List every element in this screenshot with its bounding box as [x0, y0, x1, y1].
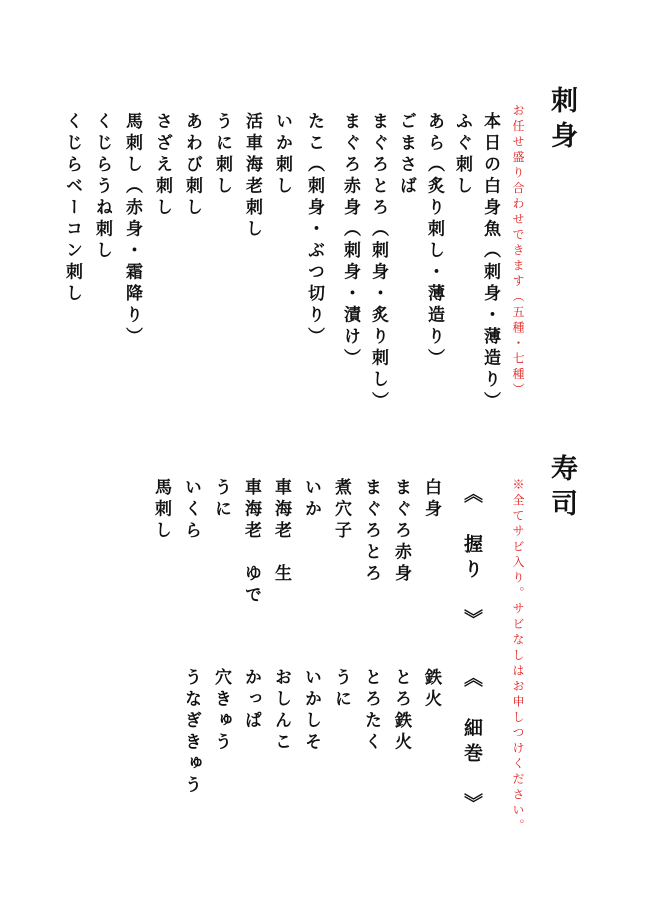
- menu-item: まぐろとろ（刺身・炙り刺し）: [368, 112, 388, 413]
- menu-item: いか: [301, 478, 321, 521]
- nigiri-heading: 《 握り 》: [461, 484, 483, 634]
- menu-item: 煮穴子: [331, 478, 351, 543]
- menu-item: たこ（刺身・ぶつ切り）: [304, 112, 324, 349]
- menu-item: 白身: [421, 478, 441, 521]
- menu-item: ふぐ刺し: [452, 112, 472, 198]
- sushi-title: 寿司: [546, 454, 577, 524]
- menu-item: まぐろとろ: [361, 478, 381, 586]
- menu-item: 車海老 ゆで: [241, 478, 261, 607]
- menu-item: おしんこ: [271, 668, 291, 754]
- hosomaki-heading: 《 細巻 》: [461, 668, 483, 818]
- menu-item: 活車海老刺し: [242, 112, 262, 241]
- menu-item: とろたく: [361, 668, 381, 754]
- menu-item: くじらうね刺し: [92, 112, 112, 263]
- menu-item: 馬刺し: [151, 478, 171, 543]
- menu-item: あわび刺し: [182, 112, 202, 220]
- menu-item: うに: [211, 478, 231, 521]
- menu-item: うなぎきゅう: [181, 668, 201, 797]
- menu-item: 鉄火: [421, 668, 441, 711]
- menu-item: 馬刺し（赤身・霜降り）: [122, 112, 142, 349]
- menu-item: 本日の白身魚（刺身・薄造り）: [480, 112, 500, 413]
- menu-item: あら（炙り刺し・薄造り）: [424, 112, 444, 370]
- menu-item: 穴きゅう: [211, 668, 231, 754]
- menu-item: 車海老 生: [271, 478, 291, 586]
- menu-item: いかしそ: [301, 668, 321, 754]
- sushi-note: ※全てサビ入り。サビなしはお申しつけください。: [511, 478, 525, 835]
- menu-item: うに: [331, 668, 351, 711]
- menu-item: まぐろ赤身（刺身・漬け）: [340, 112, 360, 370]
- menu-item: ごまさば: [396, 112, 416, 198]
- menu-item: いくら: [181, 478, 201, 543]
- menu-item: くじらベーコン刺し: [62, 112, 82, 306]
- menu-item: まぐろ赤身: [391, 478, 411, 586]
- menu-item: かっぱ: [241, 668, 261, 733]
- sashimi-title: 刺身: [546, 86, 577, 156]
- menu-item: いか刺し: [272, 112, 292, 198]
- menu-item: とろ鉄火: [391, 668, 411, 754]
- sashimi-note: お任せ盛り合わせできます（五種・七種）: [511, 104, 525, 399]
- menu-item: うに刺し: [212, 112, 232, 198]
- menu-item: さざえ刺し: [152, 112, 172, 220]
